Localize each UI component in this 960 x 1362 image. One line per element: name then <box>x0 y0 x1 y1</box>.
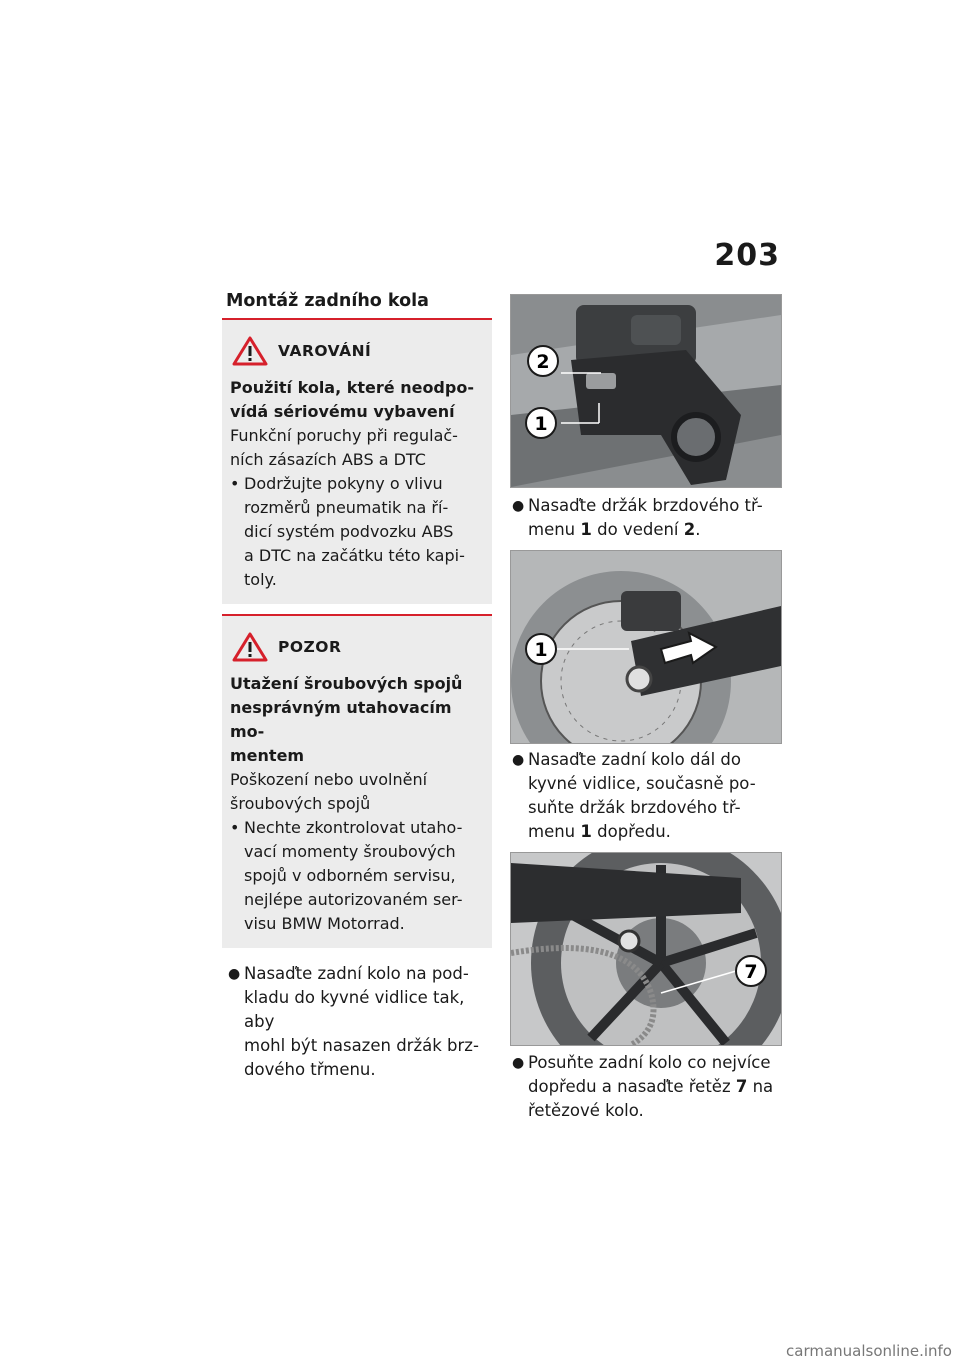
warning-text-line: ních zásazích ABS a DTC <box>230 450 426 469</box>
warning-triangle-icon <box>232 336 268 366</box>
step-3 <box>512 1051 782 1123</box>
step-dot-icon: ● <box>512 498 525 514</box>
step-line: Posuňte zadní kolo co nejvíce <box>528 1053 771 1072</box>
step-2 <box>512 748 782 844</box>
warning-title-line: Použití kola, které neodpo- <box>230 378 474 397</box>
step-line: kladu do kyvné vidlice tak, aby <box>244 988 465 1031</box>
photo1-callout-2: 2 <box>536 351 550 373</box>
bullet-line: rozměrů pneumatik na ří- <box>244 498 449 517</box>
bullet-line: nejlépe autorizovaném ser- <box>244 890 463 909</box>
step-line: dopředu a nasaďte řetěz 7 na <box>528 1077 774 1096</box>
caution-title-line: mentem <box>230 746 305 765</box>
step-left <box>222 962 492 1082</box>
caution-title-line: nesprávným utahovacím mo- <box>230 698 452 741</box>
bullet-line: a DTC na začátku této kapi- <box>244 546 465 565</box>
step-dot-icon: ● <box>228 966 241 982</box>
step-line: menu 1 do vedení 2. <box>528 520 701 539</box>
caution-label: POZOR <box>278 638 342 656</box>
step-line: menu 1 dopředu. <box>528 822 671 841</box>
bullet-dot-icon: • <box>230 818 240 837</box>
footer-watermark[interactable]: carmanualsonline.info <box>786 1342 952 1360</box>
bullet-line: spojů v odborném servisu, <box>244 866 456 885</box>
step-line: mohl být nasazen držák brz- <box>244 1036 479 1055</box>
caution-title-line: Utažení šroubových spojů <box>230 674 463 693</box>
warning-box <box>222 318 492 604</box>
page-number: 203 <box>714 238 780 273</box>
bullet-line: Nechte zkontrolovat utaho- <box>244 818 463 837</box>
section-title: Montáž zadního kola <box>226 291 429 311</box>
photo-chain-sprocket <box>510 852 782 1046</box>
step-line: řetězové kolo. <box>528 1101 644 1120</box>
caution-text-line: šroubových spojů <box>230 794 371 813</box>
caution-triangle-icon <box>232 632 268 662</box>
step-line: Nasaďte držák brzdového tř- <box>528 496 763 515</box>
bullet-line: Dodržujte pokyny o vlivu <box>244 474 443 493</box>
caution-box <box>222 614 492 948</box>
bullet-line: toly. <box>244 570 277 589</box>
photo2-callout-1: 1 <box>534 639 548 661</box>
step-line: Nasaďte zadní kolo dál do <box>528 750 742 769</box>
step-line: suňte držák brzdového tř- <box>528 798 741 817</box>
caution-text-line: Poškození nebo uvolnění <box>230 770 428 789</box>
photo1-callout-1: 1 <box>534 413 548 435</box>
step-dot-icon: ● <box>512 1055 525 1071</box>
bullet-line: dicí systém podvozku ABS <box>244 522 454 541</box>
caution-bullet <box>230 816 480 936</box>
warning-text-line: Funkční poruchy při regulač- <box>230 426 458 445</box>
step-line: Nasaďte zadní kolo na pod- <box>244 964 469 983</box>
step-line: kyvné vidlice, současně po- <box>528 774 756 793</box>
bullet-dot-icon: • <box>230 474 240 493</box>
photo-brake-carrier <box>510 294 782 488</box>
left-column <box>222 318 492 1082</box>
step-dot-icon: ● <box>512 752 525 768</box>
photo3-callout-7: 7 <box>744 961 758 983</box>
photo-wheel-swingarm <box>510 550 782 744</box>
bullet-line: visu BMW Motorrad. <box>244 914 405 933</box>
warning-label: VAROVÁNÍ <box>278 342 372 360</box>
warning-bullet <box>230 472 480 592</box>
warning-title-line: vídá sériovému vybavení <box>230 402 455 421</box>
step-1 <box>512 494 782 542</box>
bullet-line: vací momenty šroubových <box>244 842 456 861</box>
step-line: dového třmenu. <box>244 1060 376 1079</box>
